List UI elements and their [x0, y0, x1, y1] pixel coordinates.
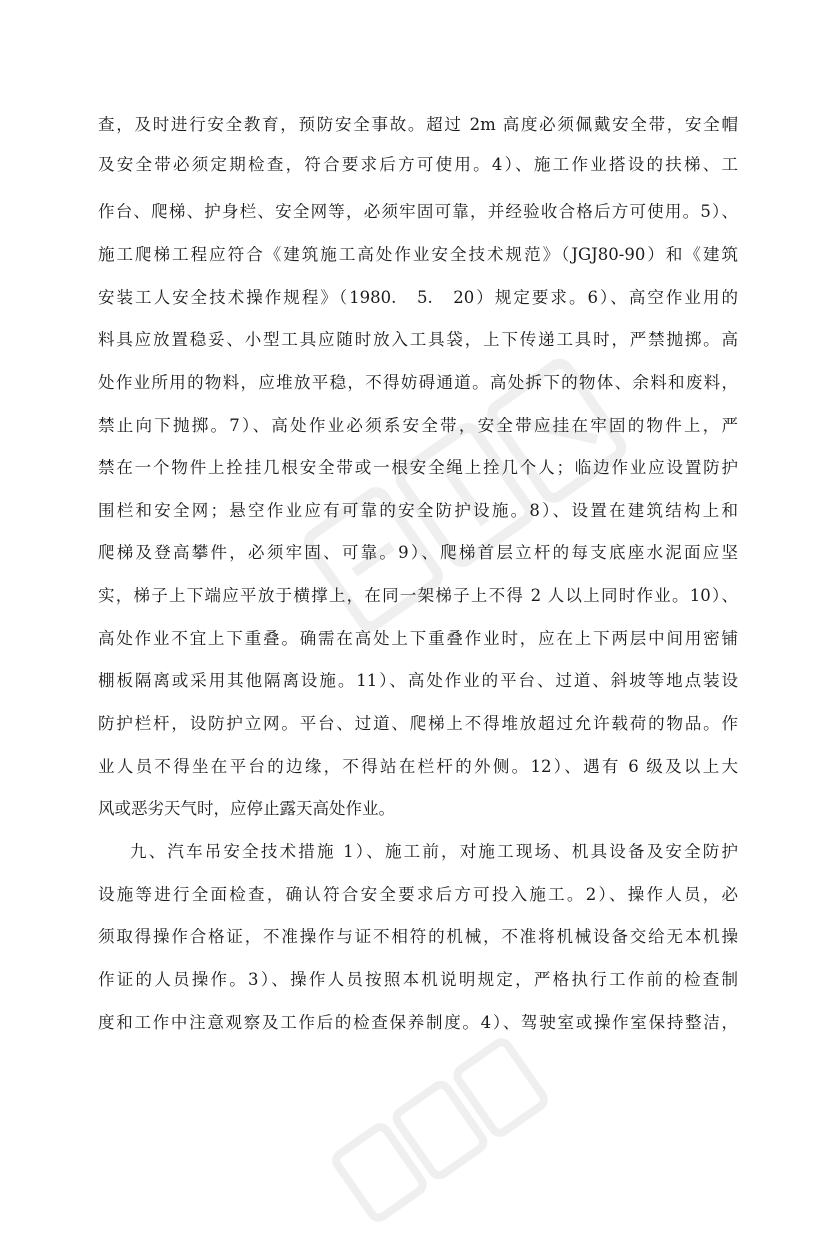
text-line: 及安全带必须定期检查，符合要求后方可使用。4）、施工作业搭设的扶梯、工 — [98, 155, 738, 174]
text-line: 设施等进行全面检查，确认符合安全要求后方可投入施工。2）、操作人员，必 — [98, 885, 738, 904]
text-line: 高处作业不宜上下重叠。确需在高处上下重叠作业时，应在上下两层中间用密铺 — [98, 629, 738, 648]
text-line: 爬梯及登高攀件，必须牢固、可靠。9）、爬梯首层立杆的每支底座水泥面应坚 — [98, 543, 738, 562]
text-line: 防护栏杆，设防护立网。平台、过道、爬梯上不得堆放超过允许载荷的物品。作 — [98, 714, 738, 733]
text-line: 围栏和安全网；悬空作业应有可靠的安全防护设施。8）、设置在建筑结构上和 — [98, 501, 738, 520]
text-line: 料具应放置稳妥、小型工具应随时放入工具袋，上下传递工具时，严禁抛掷。高 — [98, 330, 738, 349]
text-line: 安装工人安全技术操作规程》（1980. 5. 20）规定要求。6）、高空作业用的 — [98, 288, 738, 307]
text-line: 须取得操作合格证，不准操作与证不相符的机械，不准将机械设备交给无本机操 — [98, 927, 738, 946]
text-line: 禁止向下抛掷。7）、高处作业必须系安全带，安全带应挂在牢固的物件上，严 — [98, 416, 738, 435]
text-line: 施工爬梯工程应符合《建筑施工高处作业安全技术规范》（JGJ80-90）和《建筑 — [98, 245, 738, 264]
text-line: 查，及时进行安全教育，预防安全事故。超过 2m 高度必须佩戴安全带，安全帽 — [98, 115, 738, 134]
text-line: 度和工作中注意观察及工作后的检查保养制度。4）、驾驶室或操作室保持整洁， — [98, 1013, 738, 1032]
text-line: 处作业所用的物料，应堆放平稳，不得妨碍通道。高处拆下的物体、余料和废料， — [98, 373, 738, 392]
text-line-paragraph-end: 风或恶劣天气时，应停止露天高处作业。 — [98, 799, 395, 818]
watermark-graphic-bottom — [321, 1026, 559, 1234]
text-line: 棚板隔离或采用其他隔离设施。11）、高处作业的平台、过道、斜坡等地点装设 — [98, 671, 738, 690]
text-line: 作台、爬梯、护身栏、安全网等，必须牢固可靠，并经验收合格后方可使用。5）、 — [98, 202, 738, 221]
text-line: 实，梯子上下端应平放于横撑上，在同一架梯子上不得 2 人以上同时作业。10）、 — [98, 586, 738, 605]
text-line: 业人员不得坐在平台的边缘，不得站在栏杆的外侧。12）、遇有 6 级及以上大 — [98, 757, 738, 776]
text-line: 禁在一个物件上拴挂几根安全带或一根安全绳上拴几个人；临边作业应设置防护 — [98, 458, 738, 477]
text-line-paragraph-start: 九、汽车吊安全技术措施 1）、施工前，对施工现场、机具设备及安全防护 — [130, 842, 738, 861]
text-line: 作证的人员操作。3）、操作人员按照本机说明规定，严格执行工作前的检查制 — [98, 970, 738, 989]
